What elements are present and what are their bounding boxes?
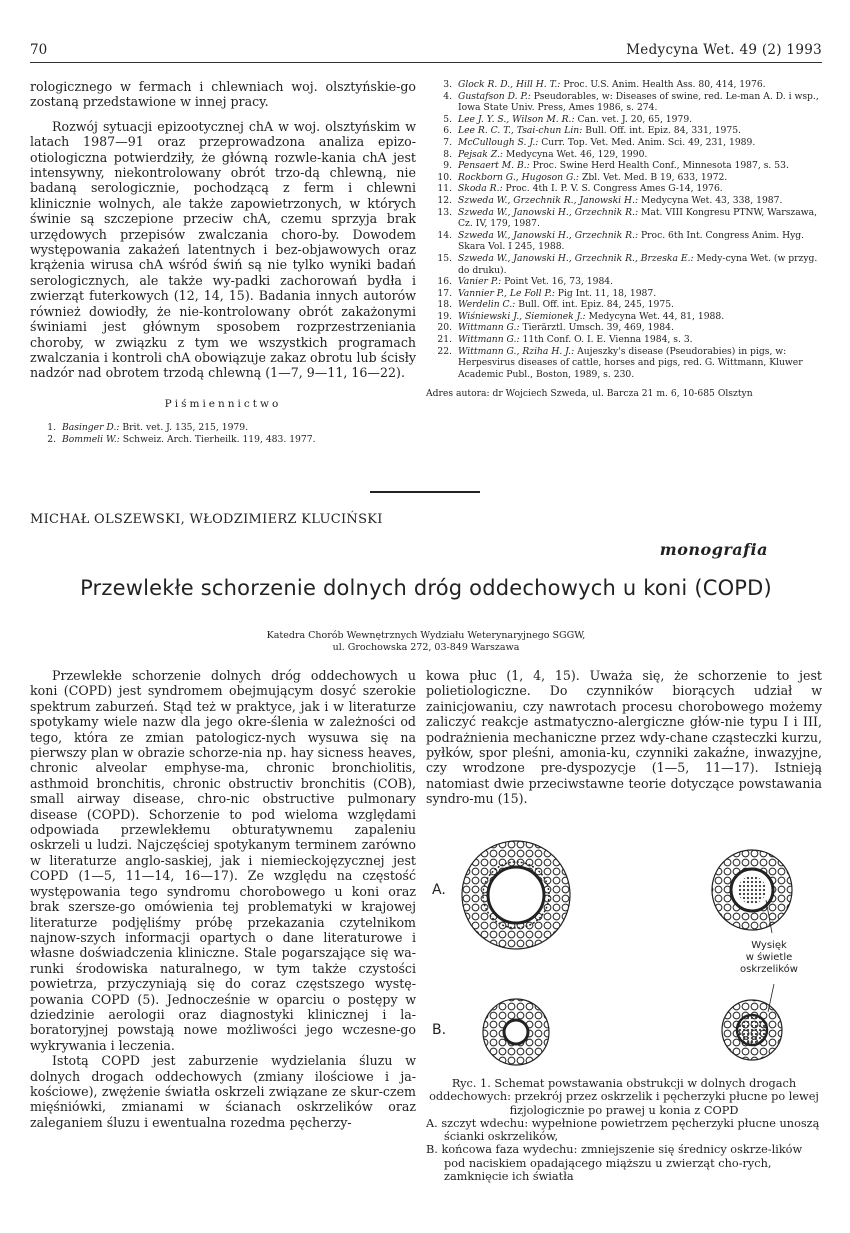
reference-authors: Skoda R.: — [458, 183, 503, 195]
reference-number: 9. — [443, 160, 452, 172]
reference-source: Brit. vet. J. 135, 215, 1979. — [122, 422, 249, 434]
reference-number: 15. — [437, 252, 452, 264]
reference-source: Medy-cyna Wet. (w przyg. do druku). — [458, 252, 818, 276]
reference-item — [426, 91, 822, 114]
reference-item — [426, 114, 822, 126]
reference-item — [426, 195, 822, 207]
figure-caption — [426, 1077, 822, 1183]
reference-text — [458, 288, 822, 300]
diagram-a-copd — [712, 850, 792, 933]
affiliation-line-1: Katedra Chorób Wewnętrznych Wydziału Weterynaryjnego SGGW, — [266, 630, 586, 641]
journal-citation: Medycyna Wet. 49 (2) 1993 — [626, 42, 822, 58]
reference-authors: Szweda W., Janowski H., Grzechnik R.: — [458, 229, 639, 241]
reference-source: Pseudorables, w: Diseases of swine, red. Le-man A. D. i wsp., Iowa State Univ. Press, Ames 1986, s. 274. — [458, 90, 819, 114]
reference-authors: Basinger D.: — [62, 422, 120, 434]
reference-authors: Szweda W., Janowski H., Grzechnik R., Brzeska E.: — [458, 252, 694, 264]
reference-source: Proc. 4th I. P. V. S. Congress Ames G-14, 1976. — [505, 183, 723, 195]
article-authors: MICHAŁ OLSZEWSKI, WŁODZIMIERZ KLUCIŃSKI — [30, 512, 383, 527]
reference-authors: Wittmann G.: — [458, 334, 520, 346]
reference-text — [458, 137, 822, 149]
reference-number: 10. — [437, 171, 452, 183]
reference-source: Schweiz. Arch. Tierheilk. 119, 483. 1977. — [122, 433, 316, 445]
reference-number: 8. — [443, 148, 452, 160]
reference-text — [62, 434, 416, 446]
reference-source: Medycyna Wet. 46, 129, 1990. — [505, 148, 648, 160]
reference-source: Proc. 6th Int. Congress Anim. Hyg. Skara Vol. I 245, 1988. — [458, 229, 805, 253]
reference-authors: Szweda W., Janowski H., Grzechnik R.: — [458, 206, 639, 218]
reference-text — [458, 253, 822, 276]
body-paragraph: kowa płuc (1, 4, 15). Uważa się, że schorzenie to jest polietiologiczne. Do czynników biorących udział w zainicjowaniu, czy nawrotach procesu chorobowego możemy zaliczyć reakcje astmatyczno-alergiczne głów-nie typu I i III, podrażnienia mechaniczne przez wdy-chane cząsteczki kurzu, pyłków, spor pleśni, amonia-ku, czynniki zakaźne, inwazyjne, czy wrodzone pre-dyspozycje (1—5, 11—17). Istnieją natomiast dwie przeciwstawne teorie dotyczące powstawania syndro-mu (15). — [426, 668, 822, 807]
prev-article-left-column — [30, 79, 416, 445]
reference-number: 18. — [437, 299, 452, 311]
reference-text — [458, 114, 822, 126]
reference-text — [458, 230, 822, 253]
reference-item — [426, 137, 822, 149]
reference-source: Curr. Top. Vet. Med. Anim. Sci. 49, 231, 1989. — [541, 136, 756, 148]
reference-source: Tierärztl. Umsch. 39, 469, 1984. — [522, 322, 674, 334]
reference-number: 20. — [437, 322, 452, 334]
reference-text — [458, 311, 822, 323]
prev-paragraph: Rozwój sytuacji epizootycznej chA w woj. olsztyńskim w latach 1987—91 oraz przeprowadzona analiza epizo-otiologiczna potwierdziły, że główną rozwle-kania chA jest intensywny, niekontrolowany obrót trzo-dą chlewną, nie badaną serologicznie, pochodzącą z ferm i chlewni klinicznie wolnych, ale także zapowietrzonych, w których świnie są szczepione przeciw chA, czemu sprzyja brak urzędowych przepisów zwalczania choro-by. Dowodem występowania zakażeń latentnych i bez-objawowych oraz krążenia wirusa chA wśród świń są nie tylko wyniki badań serologicznych, ale także wy-padki zachorowań bydła i zwierząt futerkowych (12, 14, 15). Badania innych autorów również dowiodły, że nie-kontrolowany obrót zakażonymi świniami jest głównym sposobem rozprzestrzeniania choroby, w związku z tym we wszystkich programach zwalczania i kontroli chA obowiązuje zakaz obrotu lub ścisły nadzór nad obrotem trzodą chlewną (1—7, 9—11, 16—22). — [30, 118, 416, 381]
reference-source: Point Vet. 16, 73, 1984. — [504, 276, 614, 288]
article-title: Przewlekłe schorzenie dolnych dróg oddechowych u koni (COPD) — [80, 576, 772, 600]
reference-source: Aujeszky's disease (Pseudorabies) in pigs, w: Herpesvirus diseases of cattle, horses and pigs, red. G. Wittmann, Kluwer Academic Publ., Boston, 1989, s. 230. — [458, 345, 803, 380]
affiliation-line-2: ul. Grochowska 272, 03-849 Warszawa — [332, 641, 520, 653]
figure-label-a: A. — [432, 882, 446, 898]
reference-authors: Pensaert M. B.: — [458, 160, 530, 172]
references-heading: Piśmiennictwo — [164, 397, 282, 410]
annotation-line-2: w świetle — [745, 952, 793, 963]
reference-authors: Rockborn G., Hugoson G.: — [458, 171, 580, 183]
figure-label-b: B. — [432, 1022, 447, 1038]
reference-number: 21. — [437, 334, 452, 346]
reference-item — [426, 207, 822, 230]
reference-text — [458, 207, 822, 230]
reference-text — [458, 91, 822, 114]
reference-source: 11th Conf. O. I. E. Vienna 1984, s. 3. — [522, 334, 693, 346]
reference-authors: Wittmann G., Rziha H. J.: — [458, 345, 575, 357]
reference-item — [30, 422, 416, 434]
reference-source: Bull. Off. int. Epiz. 84, 245, 1975. — [518, 299, 674, 311]
reference-item — [426, 149, 822, 161]
reference-item — [426, 276, 822, 288]
section-label: monografia — [659, 540, 768, 559]
reference-number: 2. — [47, 433, 56, 445]
reference-text — [458, 149, 822, 161]
reference-text — [458, 346, 822, 381]
page-number: 70 — [30, 42, 48, 58]
annotation-line-3: oskrzelików — [740, 964, 798, 975]
reference-authors: Gustafson D. P.: — [458, 90, 531, 102]
reference-item — [426, 334, 822, 346]
reference-number: 1. — [47, 422, 56, 434]
reference-authors: Lee J. Y. S., Wilson M. R.: — [458, 113, 575, 125]
reference-authors: Bommeli W.: — [62, 433, 120, 445]
reference-source: Mat. VIII Kongresu PTNW, Warszawa, Cz. IV, 179, 1987. — [458, 206, 817, 230]
reference-authors: McCullough S. J.: — [458, 136, 539, 148]
reference-item — [426, 346, 822, 381]
caption-line: A. szczyt wdechu: wypełnione powietrzem pęcherzyki płucne unoszą ścianki oskrzelików, — [426, 1116, 820, 1144]
references-list-left — [30, 422, 416, 445]
annotation-line-1: Wysięk — [751, 940, 787, 951]
reference-text — [458, 79, 822, 91]
reference-text — [458, 195, 822, 207]
reference-authors: Vannier P., Le Foll P.: — [458, 287, 555, 299]
reference-number: 4. — [443, 90, 452, 102]
reference-source: Proc. U.S. Anim. Health Ass. 80, 414, 1976. — [563, 79, 766, 90]
reference-text — [458, 183, 822, 195]
reference-source: Bull. Off. int. Epiz. 84, 331, 1975. — [585, 125, 741, 137]
reference-text — [458, 322, 822, 334]
reference-authors: Lee R. C. T., Tsai-chun Lin: — [458, 125, 583, 137]
reference-authors: Pejsak Z.: — [458, 148, 503, 160]
reference-number: 17. — [437, 287, 452, 299]
reference-number: 11. — [437, 183, 452, 195]
reference-source: Zbl. Vet. Med. B 19, 633, 1972. — [581, 171, 728, 183]
reference-number: 3. — [443, 79, 452, 90]
diagram-b-normal — [483, 999, 549, 1065]
reference-text — [458, 334, 822, 346]
reference-item — [426, 160, 822, 172]
reference-authors: Vanier P.: — [458, 276, 502, 288]
exudate-annotation — [714, 940, 824, 976]
reference-authors: Szweda W., Grzechnik R., Janowski H.: — [458, 194, 639, 206]
body-paragraph: Istotą COPD jest zaburzenie wydzielania śluzu w dolnych drogach oddechowych (zmiany ilościowe i ja-kościowe), zwężenie światła oskrzeli związane ze skur-czem mięśniówki, zmianami w ścianach oskrzelików oraz zaleganiem śluzu i ewentualna rozedma pęcherzy- — [30, 1053, 416, 1130]
author-address: Adres autora: dr Wojciech Szweda, ul. Barcza 21 m. 6, 10-685 Olsztyn — [426, 388, 753, 400]
article-left-column — [30, 668, 416, 1130]
article-separator — [370, 491, 480, 493]
reference-number: 6. — [443, 125, 452, 137]
reference-source: Proc. Swine Herd Health Conf., Minnesota 1987, s. 53. — [532, 160, 789, 172]
reference-authors: Glock R. D., Hill H. T.: — [458, 79, 561, 90]
diagram-a-normal — [462, 841, 570, 949]
reference-authors: Werdelin C.: — [458, 299, 516, 311]
diagram-b-copd — [722, 984, 782, 1060]
reference-item — [426, 322, 822, 334]
reference-source: Pig Int. 11, 18, 1987. — [557, 287, 657, 299]
reference-authors: Wittmann G.: — [458, 322, 520, 334]
caption-line: B. końcowa faza wydechu: zmniejszenie się średnicy oskrze-lików pod naciskiem opadającego miąższu u zwierząt cho-rych, zamknięcie ich światła — [426, 1143, 803, 1184]
reference-number: 19. — [437, 310, 452, 322]
reference-item — [426, 253, 822, 276]
references-list-right — [426, 79, 822, 380]
reference-number: 14. — [437, 229, 452, 241]
body-paragraph: Przewlekłe schorzenie dolnych dróg oddechowych u koni (COPD) jest syndromem obejmującym dosyć szerokie spektrum zaburzeń. Stąd też w praktyce, jak i w literaturze spotykamy wiele nazw dla jego okre-ślenia w zależności od tego, która ze zmian patologicz-nych wysuwa się na pierwszy plan w obrazie schorze-nia np. hay siсness heaves, chronic alveolar emphyse-ma, chronic bronchiolitis, asthmoid bronchitis, chronic obstructiv bronchitis (COB), small airway disease, chro-nic obstructive pulmonary disease (COPD). Schorzenie to pod wieloma względami odpowiada przewlekłemu obturatywnemu zapaleniu oskrzeli u ludzi. Najczęściej spotykanym terminem zarówno w literaturze anglo-saskiej, jak i niemieckojęzycznej jest COPD (1—5, 11—14, 16—17). Ze względu na częstość występowania tego syndromu chorobowego u koni oraz brak szersze-go omówienia tej problematyki w krajowej literaturze podjęliśmy próbę przekazania czytelnikom najnow-szych informacji opartych o dane literaturowe i własne doświadczenia kliniczne. Stale pogarszające się wa-runki środowiska naturalnego, w tym także czystości powietrza, przyczyniają się do coraz częstszego wystę-powania COPD (5). Jednocześnie w oparciu o postępy w dziedzinie aerologii oraz diagnostyki klinicznej i la-boratoryjnej powstają nowe możliwości jego wczesne-go wykrywania i leczenia. — [30, 668, 416, 1053]
reference-text — [458, 276, 822, 288]
reference-number: 7. — [443, 136, 452, 148]
reference-number: 22. — [437, 345, 452, 357]
prev-article-right-column — [426, 79, 822, 400]
running-header — [30, 42, 822, 63]
reference-authors: Wiśniewski J., Siemionek J.: — [458, 310, 586, 322]
reference-text — [62, 422, 416, 434]
reference-text — [458, 125, 822, 137]
reference-number: 16. — [437, 276, 452, 288]
reference-text — [458, 172, 822, 184]
reference-text — [458, 160, 822, 172]
reference-source: Can. vet. J. 20, 65, 1979. — [577, 113, 693, 125]
reference-item — [426, 79, 822, 91]
reference-item — [426, 183, 822, 195]
prev-paragraph: rologicznego w fermach i chlewniach woj. olsztyńskie-go zostaną przedstawione w innej pracy. — [30, 79, 416, 110]
reference-item — [426, 299, 822, 311]
reference-item — [30, 434, 416, 446]
affiliation — [30, 630, 822, 653]
reference-number: 13. — [437, 206, 452, 218]
reference-source: Medycyna Wet. 43, 338, 1987. — [640, 194, 783, 206]
reference-number: 12. — [437, 194, 452, 206]
reference-item — [426, 172, 822, 184]
reference-item — [426, 288, 822, 300]
reference-source: Medycyna Wet. 44, 81, 1988. — [588, 310, 725, 322]
reference-item — [426, 311, 822, 323]
article-right-column — [426, 668, 822, 807]
reference-number: 5. — [443, 113, 452, 125]
reference-item — [426, 125, 822, 137]
reference-text — [458, 299, 822, 311]
reference-item — [426, 230, 822, 253]
caption-line: Ryc. 1. Schemat powstawania obstrukcji w dolnych drogach oddechowych: przekrój przez oskrzelik i pęcherzyki płucne po lewej fizjologicznie po prawej u konia z COPD — [429, 1077, 819, 1117]
